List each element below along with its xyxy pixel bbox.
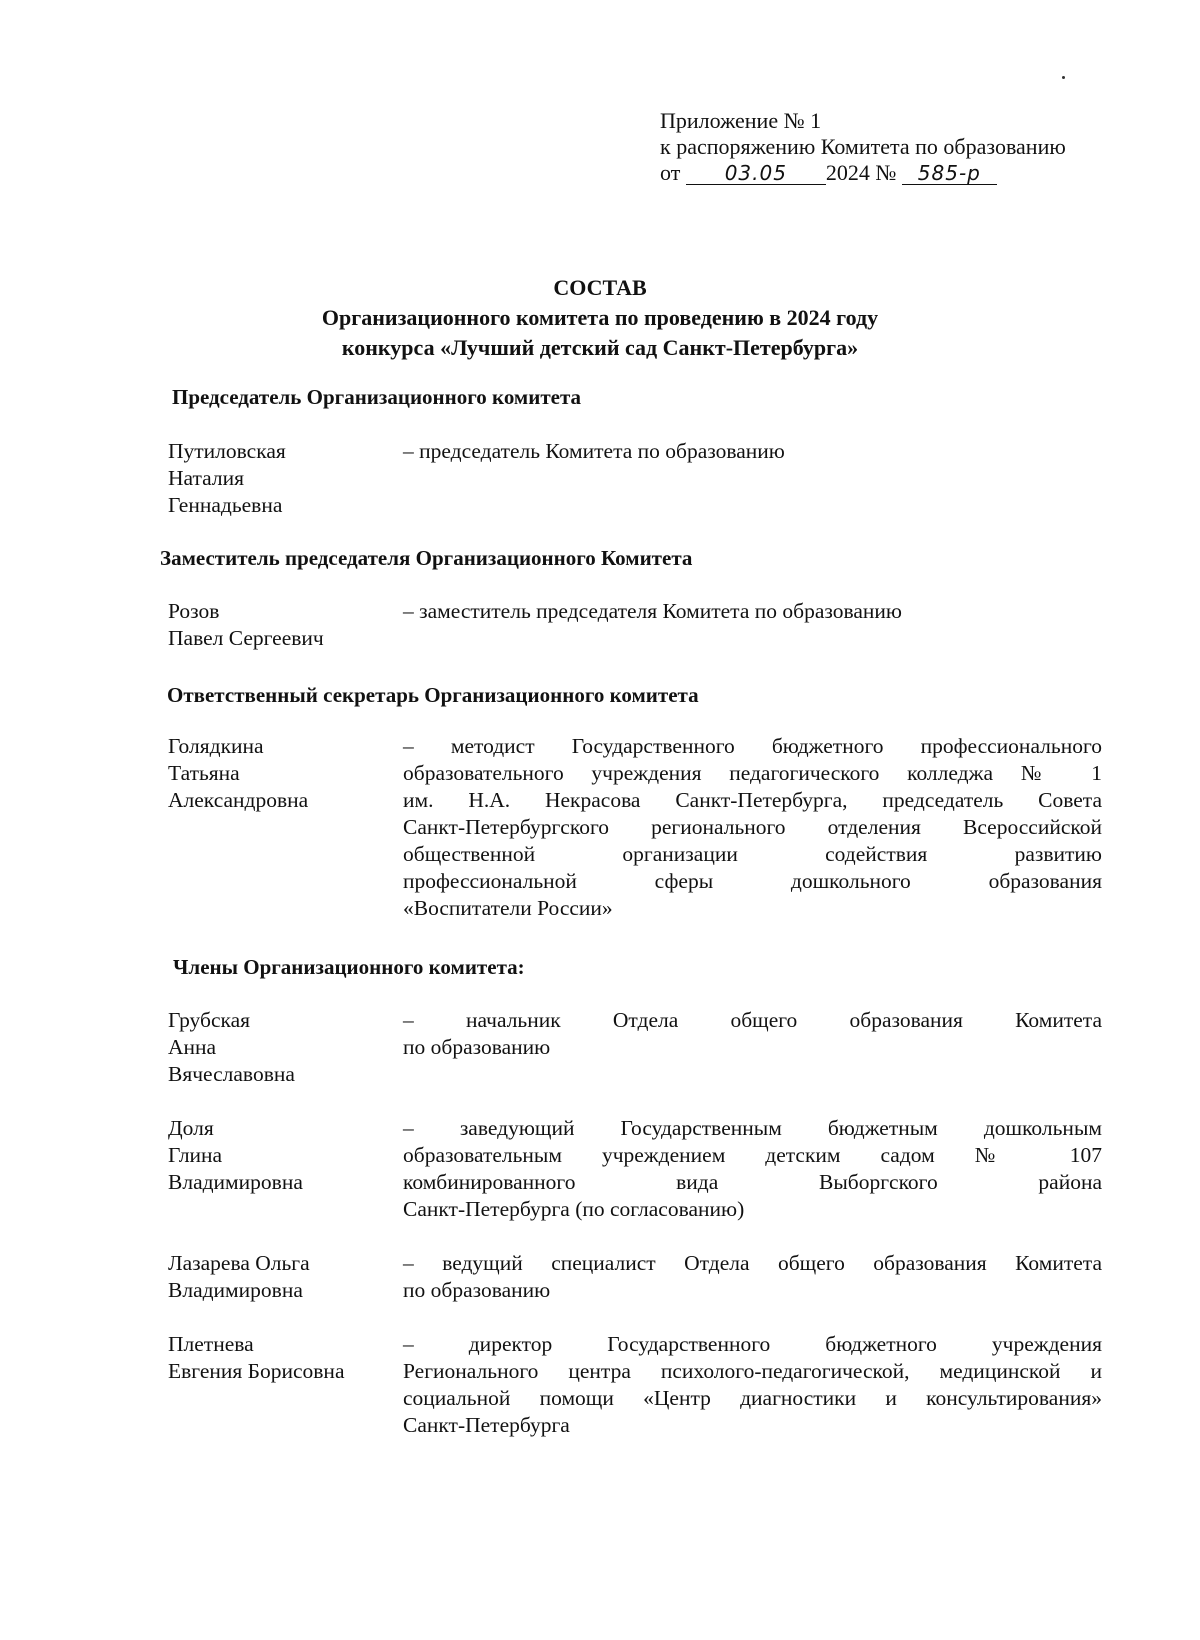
appendix-reference: к распоряжению Комитета по образованию xyxy=(660,134,1066,159)
description-line: Регионального центра психолого-педагогической, медицинской и xyxy=(403,1359,1102,1383)
description-line: Санкт-Петербурга xyxy=(403,1413,570,1437)
person-name xyxy=(168,598,390,652)
name-line: Грубская xyxy=(168,1008,251,1032)
name-line: Доля xyxy=(168,1116,214,1140)
description-line: Санкт-Петербурга (по согласованию) xyxy=(403,1197,745,1221)
scan-speck xyxy=(1062,76,1065,79)
deputy-heading: Заместитель председателя Организационного Комитета xyxy=(160,546,693,570)
description-line: – заведующий Государственным бюджетным дошкольным xyxy=(403,1116,1102,1140)
title-line-2: Организационного комитета по проведению в 2024 году xyxy=(321,305,879,330)
year-text: 2024 № xyxy=(825,160,897,185)
appendix-label: Приложение № 1 xyxy=(660,108,822,133)
name-line: Глина xyxy=(168,1143,223,1167)
description-line: – ведущий специалист Отдела общего образования Комитета xyxy=(403,1251,1102,1275)
person-name xyxy=(168,1331,390,1385)
date-prefix: от xyxy=(660,160,681,185)
description-line: – начальник Отдела общего образования Комитета xyxy=(403,1008,1102,1032)
name-line: Наталия xyxy=(168,466,245,490)
name-line: Александровна xyxy=(168,788,309,812)
description-line: социальной помощи «Центр диагностики и консультирования» xyxy=(403,1386,1102,1410)
name-line: Геннадьевна xyxy=(168,493,283,517)
document-title xyxy=(0,273,1200,363)
description-line: по образованию xyxy=(403,1035,551,1059)
description-line: – директор Государственного бюджетного учреждения xyxy=(403,1332,1102,1356)
name-line: Путиловская xyxy=(168,439,286,463)
appendix-date-line xyxy=(660,160,1066,186)
description-line: общественной организации содействия развитию xyxy=(403,842,1102,866)
person-name xyxy=(168,1250,390,1304)
person-description xyxy=(403,1007,1102,1061)
person-name xyxy=(168,1007,390,1088)
person-description: – заместитель председателя Комитета по образованию xyxy=(403,599,902,623)
members-heading: Члены Организационного комитета: xyxy=(173,955,525,979)
person-name xyxy=(168,1115,390,1196)
person-description xyxy=(403,1115,1102,1223)
description-line: Санкт-Петербургского регионального отделения Всероссийской xyxy=(403,815,1102,839)
name-line: Владимировна xyxy=(168,1170,303,1194)
title-line-3: конкурса «Лучший детский сад Санкт-Петербурга» xyxy=(341,335,859,360)
secretary-heading: Ответственный секретарь Организационного комитета xyxy=(167,683,699,707)
name-line: Евгения Борисовна xyxy=(168,1359,345,1383)
person-description xyxy=(403,733,1102,922)
name-line: Вячеславовна xyxy=(168,1062,295,1086)
person-description: – председатель Комитета по образованию xyxy=(403,439,785,463)
name-line: Розов xyxy=(168,599,220,623)
name-line: Татьяна xyxy=(168,761,240,785)
name-line: Анна xyxy=(168,1035,217,1059)
name-line: Плетнева xyxy=(168,1332,254,1356)
name-line: Павел Сергеевич xyxy=(168,626,324,650)
person-description xyxy=(403,1331,1102,1439)
description-line: по образованию xyxy=(403,1278,551,1302)
person-name xyxy=(168,438,390,519)
description-line: – методист Государственного бюджетного профессионального xyxy=(403,734,1102,758)
description-line: им. Н.А. Некрасова Санкт-Петербурга, председатель Совета xyxy=(403,788,1102,812)
person-name xyxy=(168,733,390,814)
name-line: Лазарева Ольга xyxy=(168,1251,310,1275)
person-description xyxy=(403,1250,1102,1304)
description-line: образовательного учреждения педагогического колледжа № 1 xyxy=(403,761,1102,785)
chairman-heading: Председатель Организационного комитета xyxy=(172,385,582,409)
description-line: комбинированного вида Выборгского района xyxy=(403,1170,1102,1194)
name-line: Владимировна xyxy=(168,1278,303,1302)
description-line: профессиональной сферы дошкольного образования xyxy=(403,869,1102,893)
handwritten-date: 03.05 xyxy=(686,162,826,185)
description-line: «Воспитатели России» xyxy=(403,896,613,920)
title-line-1: СОСТАВ xyxy=(553,275,647,300)
appendix-header xyxy=(660,108,1066,186)
name-line: Голядкина xyxy=(168,734,264,758)
description-line: образовательным учреждением детским садом № 107 xyxy=(403,1143,1102,1167)
handwritten-number: 585-р xyxy=(902,162,997,185)
